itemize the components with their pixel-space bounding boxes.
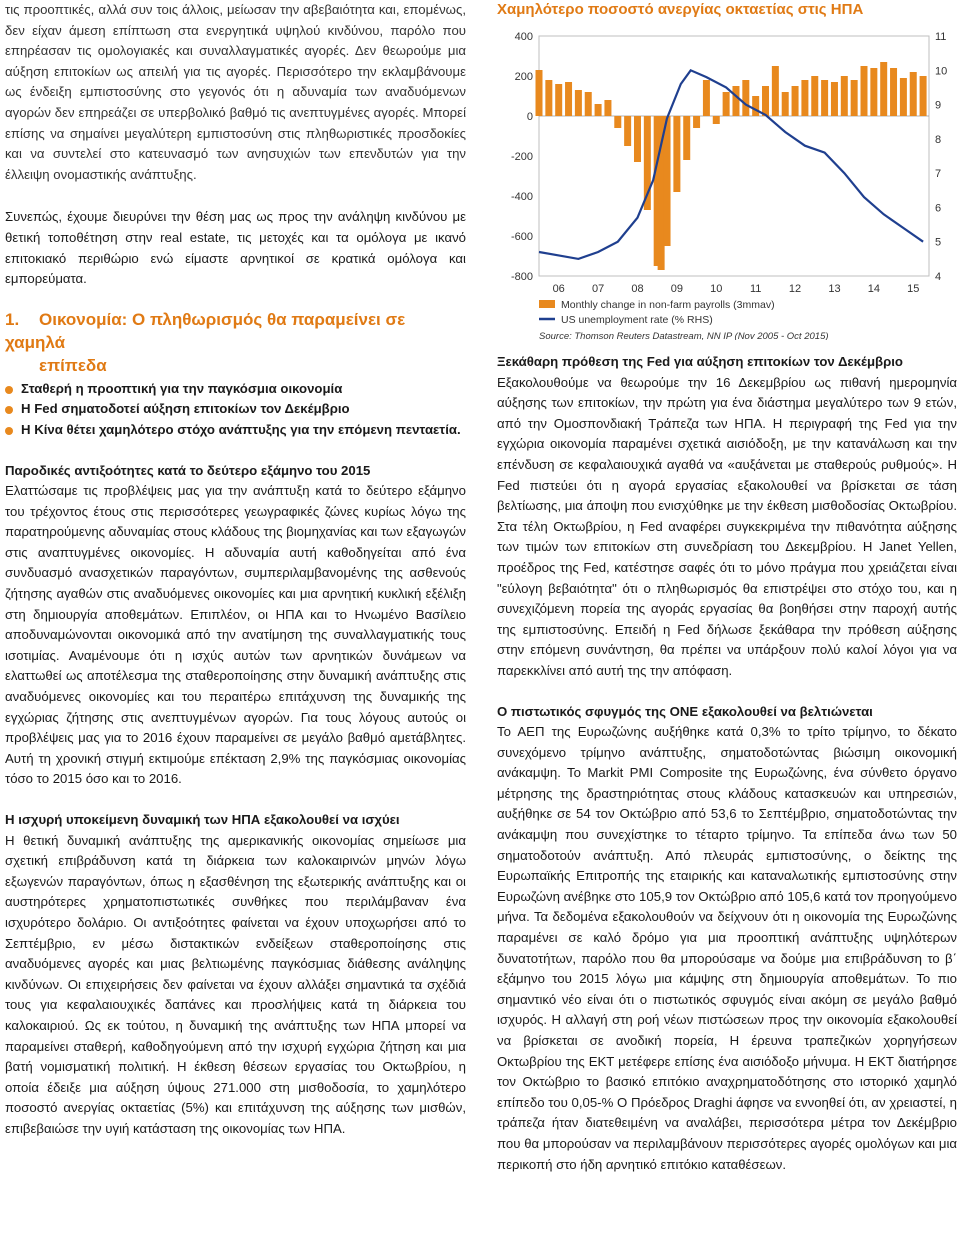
fed-paragraph: Εξακολουθούμε να θεωρούμε την 16 Δεκεμβρίου ως πιθανή ημερομηνία αύξησης των επιτοκίων, την πρώτη για ένα διάστημα μεγαλύτερο των 9 ετών, από την Ομοσπονδιακή Τράπεζα των ΗΠΑ. Η περιγραφή της Fed για την εγχώρια οικονομία παραμένει σχετικά αισιόδοξη, με την κατανάλωση και την επένδυση σε κεφαλαιουχικά αγαθά να «αυξάνεται με σταθερούς ρυθμούς». Η Fed πιστεύει ότι η αγορά εργασίας εξακολουθεί να βρίσκεται σε τάση βελτίωσης, μια άποψη που ενισχύθηκε με την έκθεση μισθοδοσίας Οκτωβρίου. Στα τέλη Οκτωβρίου, η Fed αναφέρει συγκεκριμένα την πιθανότητα αύξησης των τιμών των επιτοκίων στη συνεδρίαση του Δεκεμβρίου. Η Janet Yellen, προέδρος της Fed, κατέστησε σαφές ότι το μόνο πράγμα που χρειάζεται είναι "εύλογη βεβαιότητα" ότι ο πληθωρισμός θα επιστρέψει στο στόχο του, και η συνεχιζόμενη πορεία της αγοράς εργασίας θα βοηθήσει στην παροχή αυτής της εμπιστοσύνης. Επειδή η Fed δήλωσε ξεκάθαρα την πρόθεση αύξησης στην επόμενη συνάντηση, θα πρέπει να υπάρξουν πολύ καλοί λόγοι για να παρεκκλίνει από αυτή της την απόφαση. bbox=[497, 374, 957, 678]
legend-swatch-payrolls bbox=[539, 300, 555, 308]
payroll-bar bbox=[624, 116, 631, 146]
section-title-line1: Οικονομία: Ο πληθωρισμός θα παραμείνει σε χαμηλά bbox=[5, 309, 406, 352]
right-axis-tick-label: 5 bbox=[935, 236, 942, 249]
right-axis-tick-label: 6 bbox=[935, 202, 942, 215]
x-axis-tick-label: 12 bbox=[788, 283, 802, 295]
legend-label-unemployment: US unemployment rate (% RHS) bbox=[561, 314, 713, 326]
list-item: Η Fed σηματοδοτεί αύξηση επιτοκίων τον Δεκέμβριο bbox=[5, 399, 466, 420]
risk-paragraph: Συνεπώς, έχουμε διευρύνει την θέση μας ως προς την ανάληψη κινδύνου με θετική τοποθέτηση στην real estate, τις μετοχές και τα ομόλογα με ικανό επιτοκιακό περιθώριο ενώ είμαστε αρνητικοί σε κρατικά ομόλογα και εμπορεύματα. bbox=[5, 209, 466, 287]
x-axis-tick-label: 14 bbox=[867, 283, 880, 295]
x-axis-tick-label: 15 bbox=[907, 283, 920, 295]
left-axis-tick-label: -200 bbox=[510, 151, 533, 163]
payroll-bar bbox=[870, 68, 877, 116]
right-axis-tick-label: 10 bbox=[935, 65, 948, 78]
right-axis-tick-label: 11 bbox=[935, 31, 947, 43]
payroll-bar bbox=[841, 76, 848, 116]
payroll-bar bbox=[752, 96, 759, 116]
payroll-bar bbox=[585, 92, 592, 116]
x-axis-tick-label: 06 bbox=[552, 283, 565, 295]
payroll-bar bbox=[732, 86, 739, 116]
payroll-bar bbox=[713, 116, 720, 124]
x-axis-tick-label: 08 bbox=[631, 283, 644, 295]
left-axis-tick-label: -600 bbox=[510, 231, 533, 243]
payroll-bar bbox=[536, 70, 543, 116]
payroll-bar bbox=[880, 62, 887, 116]
right-axis-tick-label: 7 bbox=[935, 168, 942, 181]
left-axis-tick-label: 0 bbox=[526, 111, 533, 123]
payroll-bar bbox=[565, 82, 572, 116]
bullet-icon bbox=[5, 406, 13, 414]
list-item: Η Κίνα θέτει χαμηλότερο στόχο ανάπτυξης για την επόμενη πενταετία. bbox=[5, 420, 466, 441]
section-title-line2: επίπεδα bbox=[39, 355, 107, 375]
unemployment-chart bbox=[497, 28, 957, 340]
left-axis-tick-label: -800 bbox=[510, 271, 533, 283]
us-momentum-paragraph: Η θετική δυναμική ανάπτυξης της αμερικανικής οικονομίας σημείωσε μια σχετική επιβράδυνση κατά τη διάρκεια των καλοκαιρινών μηνών λόγω εξωγενών παραγόντων, όπως η εξασθένηση της εξωτερικής ανάπτυξης και οι αυστηρότερες χρηματοπιστωτικές συνθήκες που περιλάμβαναν ένα ισχυρότερο δολάριο. Οι αντιξοότητες φαίνεται να έχουν υποχωρήσει από το Σεπτέμβριο, εν μέσω διστακτικών ενδείξεων σταθεροποίησης στις αναδυόμενες αγορές και μιας βελτιωμένης παγκόσμιας διάθεσης ανάληψης κινδύνων. Οι επιχειρήσεις δεν φαίνεται να έχουν αλλάξει σημαντικά τα σχέδιά τους για κεφαλαιουχικές δαπάνες και προσλήψεις κατά τη διάρκεια του καλοκαιριού. Ως εκ τούτου, η δυναμική της ανάπτυξης των ΗΠΑ μπορεί να παραμείνει σταθερή, καθοδηγούμενη από την ισχυρή εγχώρια ζήτηση και μια βατή νομισματική πολιτική. Η έκθεση θέσεων εργασίας του Οκτωβρίου, η οποία έδειξε μια αύξηση ύψους 271.000 στη μισθοδοσία, το χαμηλότερο ποσοστό ανεργίας οκταετίας (5%) και επιτάχυνση της αύξησης των μισθών, επιβεβαιώσε την υγιή κατάσταση της οικονομίας των ΗΠΑ. bbox=[5, 832, 466, 1136]
section-title bbox=[5, 308, 466, 377]
payroll-bar bbox=[545, 80, 552, 116]
payroll-bar bbox=[920, 76, 927, 116]
list-item: Σταθερή η προοπτική για την παγκόσμια οικονομία bbox=[5, 379, 466, 400]
payroll-bar bbox=[910, 72, 917, 116]
payroll-bar bbox=[801, 80, 808, 116]
emu-credit-paragraph: Το ΑΕΠ της Ευρωζώνης αυξήθηκε κατά 0,3% το τρίτο τρίμηνο, το δέκατο συνεχόμενο τρίμηνο ανάπτυξης, σηματοδοτώντας βιώσιμη οικονομική ανάκαμψη. Το Markit PMI Composite της Ευρωζώνης, ένα σύνθετο όργανο μέτρησης της δραστηριότητας στους κλάδους κατασκευών και υπηρεσιών, αυξήθηκε σε 54 τον Οκτώβριο από 53,6 το Σεπτέμβριο, σηματοδοτώντας την ανάκαμψη που συνεχίστηκε το τέταρτο τρίμηνο. Τα επίπεδα άνω των 50 σηματοδοτούν ανάπτυξη. Από πλευράς εμπιστοσύνης, ο δείκτης της Ευρωπαϊκής Επιτροπής της εταιρικής και καταναλωτικής εμπιστοσύνης στην Ευρωζώνη ανέβηκε στο 105,9 τον Οκτώβριο από 105,6 κατά τον προηγούμενο μήνα. Τα δεδομένα εξακολουθούν να δείχνουν ότι η οικονομία της Ευρωζώνης παραμένει σε καλό δρόμο για μια προοπτική ανάπτυξης υψηλότερων δυνατοτήτων, παρόλο που θα μπορούσαμε να δούμε μια επιβράδυνση το β΄ εξάμηνο του 2015 λόγω μια κάμψης στη δημιουργία αποθεμάτων. Το πιο σημαντικό νέο είναι ότι ο πιστωτικός σφυγμός είναι ακόμη σε μεγάλο βαθμό ισχυρός. Η αλλαγή στη ροή νέων πιστώσεων προς την οικονομία εξακολουθεί να βρίσκεται σε ανοδική πορεία, Η έρευνα τραπεζικών χορηγήσεων Οκτωβρίου της ΕΚΤ μετέφερε επίσης ένα αισιόδοξο μήνυμα. Η ΕΚΤ διατήρησε τον Οκτώβριο το βασικό επιτόκιο αναχρηματοδότησης στο ιστορικό χαμηλό επίπεδο του 0,05-% Ο Πρόεδρος Draghi άφησε να εννοηθεί ότι, αν χρειαστεί, η τράπεζα ήταν διατεθειμένη να αναλάβει, περισσότερα μέτρα τον Δεκέμβριο που θα μπορούσαν να περιλαμβάνουν περισσότερες αγορές ομολόγων και μια περικοπή στο ήδη αρνητικό επιτόκιο καταθέσεων. bbox=[497, 724, 957, 1172]
right-column bbox=[497, 0, 957, 1175]
payroll-bar bbox=[614, 116, 621, 128]
payroll-bar bbox=[782, 92, 789, 116]
us-momentum-heading: Η ισχυρή υποκείμενη δυναμική των ΗΠΑ εξακολουθεί να ισχύει bbox=[5, 812, 400, 827]
payroll-bar bbox=[890, 68, 897, 116]
payroll-bar bbox=[703, 80, 710, 116]
legend-label-payrolls: Monthly change in non-farm payrolls (3mmav) bbox=[561, 299, 775, 311]
fed-heading: Ξεκάθαρη πρόθεση της Fed για αύξηση επιτοκίων τον Δεκέμβριο bbox=[497, 354, 903, 369]
payroll-bar bbox=[831, 82, 838, 116]
payroll-bar bbox=[555, 84, 562, 116]
x-axis-tick-label: 10 bbox=[710, 283, 723, 295]
section-number: 1. bbox=[5, 309, 20, 329]
headwinds-paragraph: Ελαττώσαμε τις προβλέψεις μας για την ανάπτυξη κατά το δεύτερο εξάμηνο του τρέχοντος έτους στις περισσότερες γεωγραφικές ζώνες κυρίως λόγω της παρατηρούμενης αδυναμίας στους κλάδους της βιομηχανίας και των εξαγωγών στις αναπτυγμένες οικονομίες. Η αδυναμία αυτή καθοδηγείται από ένα συνδυασμό ανασχετικών παραγόντων, συμπεριλαμβανομένης της ασθενούς ζήτησης αγαθών στις αναδυόμενες οικονομίες και μια αρνητική κυκλική εξέλιξη στη δημιουργία αποθεμάτων. Επιπλέον, οι ΗΠΑ και το Ηνωμένο Βασίλειο αποδυναμώνονται οικονομικά από την ανατίμηση της συναλλαγματικής τους ισοτιμίας. Αναμένουμε ότι η ισχύς αυτών των αρνητικών δυνάμεων να ελαττωθεί ως αποτέλεσμα της σταθεροποίησης στην δυναμική ανάπτυξης στις αναδυόμενες οικονομίες και του περαιτέρω επιτάχυνση της δυναμικής της εγχώριας ζήτησης στις ανεπτυγμένων αγορών. Για τους λόγους αυτούς οι προβλέψεις μας για το 2016 έχουν παραμείνει σε μεγάλο βαθμό αμετάβλητες. Αυτή τη χρονική στιγμή εκτιμούμε επέκταση 2,9% της παγκόσμιας οικονομίας τόσο το 2015 όσο και το 2016. bbox=[5, 483, 466, 787]
payroll-bar bbox=[634, 116, 641, 162]
payroll-bar bbox=[595, 104, 602, 116]
payroll-bar bbox=[851, 80, 858, 116]
payroll-bar bbox=[772, 66, 779, 116]
bullet-icon bbox=[5, 427, 13, 435]
bullet-icon bbox=[5, 386, 13, 394]
payroll-bar bbox=[742, 80, 749, 116]
payroll-bar bbox=[900, 78, 907, 116]
payroll-bar bbox=[723, 92, 730, 116]
right-axis-tick-label: 8 bbox=[935, 133, 942, 146]
payroll-bar bbox=[673, 116, 680, 192]
intro-paragraph: τις προοπτικές, αλλά συν τοις άλλοις, μείωσαν την αβεβαιότητα και, επομένως, δεν είχαν άμεση επίπτωση στα ενεργητικά υψηλού κινδύνου, παρόλο που επηρέασαν τις ομολογιακές και συναλλαγματικές αγορές. Δεν θεωρούμε μια αύξηση επιτοκίων ως απειλή για τις αγορές. Περισσότερο την εκλαμβάνουμε ως ένδειξη εμπιστοσύνης στο γεγονός ότι η αδυναμία των αναδυόμενων αγορών δεν επηρεάζει σε υπερβολικό βαθμό τις ανεπτυγμένες αγορές. Μπορεί επίσης να σημαίνει μεγαλύτερη εμπιστοσύνη στις πληθωριστικές προσδοκίες και να συντελεί στο κατευνασμό των ανησυχιών των επενδυτών για την έλλειψη ονομαστικής ανάπτυξης. bbox=[5, 2, 466, 182]
payroll-bar bbox=[821, 80, 828, 116]
left-axis-tick-label: 400 bbox=[514, 31, 533, 43]
chart-svg bbox=[497, 28, 957, 340]
left-axis-tick-label: 200 bbox=[514, 71, 533, 83]
chart-source: Source: Thomson Reuters Datastream, NN IP (Nov 2005 - Oct 2015) bbox=[539, 331, 829, 340]
payroll-bar bbox=[762, 86, 769, 116]
x-axis-tick-label: 09 bbox=[670, 283, 684, 295]
payroll-bar bbox=[792, 86, 799, 116]
x-axis-tick-label: 07 bbox=[591, 283, 605, 295]
x-axis-tick-label: 13 bbox=[828, 283, 841, 295]
payroll-bar bbox=[811, 76, 818, 116]
payroll-bar bbox=[693, 116, 700, 128]
key-points-list bbox=[5, 379, 466, 441]
emu-credit-heading: Ο πιστωτικός σφυγμός της ΟΝΕ εξακολουθεί να βελτιώνεται bbox=[497, 703, 873, 719]
right-axis-tick-label: 9 bbox=[935, 99, 942, 112]
left-column bbox=[5, 0, 466, 1140]
payroll-bar bbox=[664, 116, 671, 246]
payroll-bar bbox=[604, 100, 611, 116]
right-axis-tick-label: 4 bbox=[935, 271, 942, 283]
payroll-bar bbox=[861, 66, 868, 116]
payroll-bar bbox=[575, 90, 582, 116]
headwinds-heading: Παροδικές αντιξοότητες κατά το δεύτερο εξάμηνο του 2015 bbox=[5, 462, 371, 478]
chart-title: Χαμηλότερο ποσοστό ανεργίας οκταετίας στις ΗΠΑ bbox=[497, 1, 864, 18]
payroll-bar bbox=[683, 116, 690, 160]
left-axis-tick-label: -400 bbox=[510, 191, 533, 203]
x-axis-tick-label: 11 bbox=[749, 283, 762, 295]
